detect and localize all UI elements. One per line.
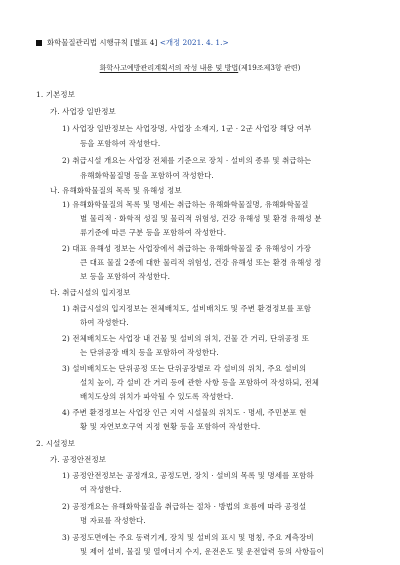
title-reference: (제19조제3항 관련) bbox=[238, 63, 301, 72]
item-text: 1) 취급시설의 입지정보는 전체배치도, 설비배치도 및 주변 환경정보를 포함 bbox=[62, 304, 312, 313]
item-text: 1) 유해화학물질의 목록 및 명세는 취급하는 유해화학물질명, 유해화학물질 bbox=[62, 200, 309, 209]
item-text: 2) 대표 유해성 정보는 사업장에서 취급하는 유해화학물질 중 유해성이 가장 bbox=[62, 244, 312, 253]
title-main: 화학사고예방관리계획서의 작성 내용 및 방법 bbox=[99, 63, 239, 72]
item-text-cont: 등을 포함하여 작성한다. bbox=[80, 139, 161, 148]
subsection-heading: 나. 유해화학물질의 목록 및 유해성 정보 bbox=[50, 186, 182, 195]
item-text-cont: 하여 작성한다. bbox=[80, 318, 129, 327]
item-text-cont: 배치도상의 위치가 파악될 수 있도록 작성한다. bbox=[80, 392, 234, 401]
item-text-cont: 여 작성한다. bbox=[80, 485, 122, 494]
item-text-cont: 류기준에 따른 구분 등을 포함하여 작성한다. bbox=[80, 228, 227, 237]
item-text-cont: 큰 대표 물질 2종에 대한 물리적 위험성, 건강 유해성 또는 환경 유해성 정 bbox=[80, 258, 322, 267]
section-heading: 2. 시설정보 bbox=[36, 439, 76, 448]
subsection-heading: 가. 사업장 일반정보 bbox=[50, 107, 116, 116]
item-text: 2) 전체배치도는 사업장 내 건물 및 설비의 위치, 건물 간 거리, 단위공정 또 bbox=[62, 334, 309, 343]
item-text-cont: 는 단위공장 배치 등을 포함하여 작성한다. bbox=[80, 348, 219, 357]
square-bullet-icon bbox=[36, 40, 42, 46]
item-text: 3) 설비배치도는 단위공정 또는 단위공장별로 각 설비의 위치, 주요 설비의 bbox=[62, 364, 307, 373]
document-title bbox=[0, 63, 400, 73]
item-text: 2) 취급시설 개요는 사업장 전체를 기준으로 장치 · 설비의 종류 및 취급하는 bbox=[62, 156, 312, 165]
item-text: 4) 주변 환경정보는 사업장 인근 지역 시설물의 위치도 · 명세, 주민분포 현 bbox=[62, 408, 307, 417]
item-text: 1) 공정안전정보는 공정개요, 공정도면, 장치 · 설비의 목록 및 명세를 포함하 bbox=[62, 471, 314, 480]
item-text: 1) 사업장 일반정보는 사업장명, 사업장 소재지, 1군 · 2군 사업장 해당 여부 bbox=[62, 124, 312, 133]
revision-date: <개정 2021. 4. 1.> bbox=[159, 38, 229, 47]
header-regulation: 화학물질관리법 시행규칙 [별표 4] bbox=[47, 38, 158, 47]
item-text-cont: 보 등을 포함하여 작성한다. bbox=[80, 272, 171, 281]
item-text-cont: 황 및 자연보호구역 지정 현황 등을 포함하여 작성한다. bbox=[80, 422, 261, 431]
item-text-cont: 및 제어 설비, 물질 및 열에너지 수지, 운전온도 및 운전압력 등의 사항들이 bbox=[80, 547, 324, 556]
document-header bbox=[36, 38, 229, 48]
item-text-cont: 별 물리적 · 화학적 성질 및 물리적 위험성, 건강 유해성 및 환경 유해성 분 bbox=[80, 214, 322, 223]
item-text-cont: 명 자료를 작성한다. bbox=[80, 516, 146, 525]
item-text: 3) 공정도면에는 주요 동력기계, 장치 및 설비의 표시 및 명칭, 주요 계측장비 bbox=[62, 533, 314, 542]
item-text-cont: 설치 높이, 각 설비 간 거리 등에 관한 사항 등을 포함하여 작성하되, 전체 bbox=[80, 378, 320, 387]
item-text-cont: 유해화학물질명 등을 포함하여 작성한다. bbox=[80, 171, 214, 180]
subsection-heading: 가. 공정안전정보 bbox=[50, 455, 107, 464]
item-text: 2) 공정개요는 유해화학물질을 취급하는 절차 · 방법의 흐름에 따라 공정설 bbox=[62, 502, 307, 511]
subsection-heading: 다. 취급시설의 입지정보 bbox=[50, 288, 131, 297]
section-heading: 1. 기본정보 bbox=[36, 90, 76, 99]
